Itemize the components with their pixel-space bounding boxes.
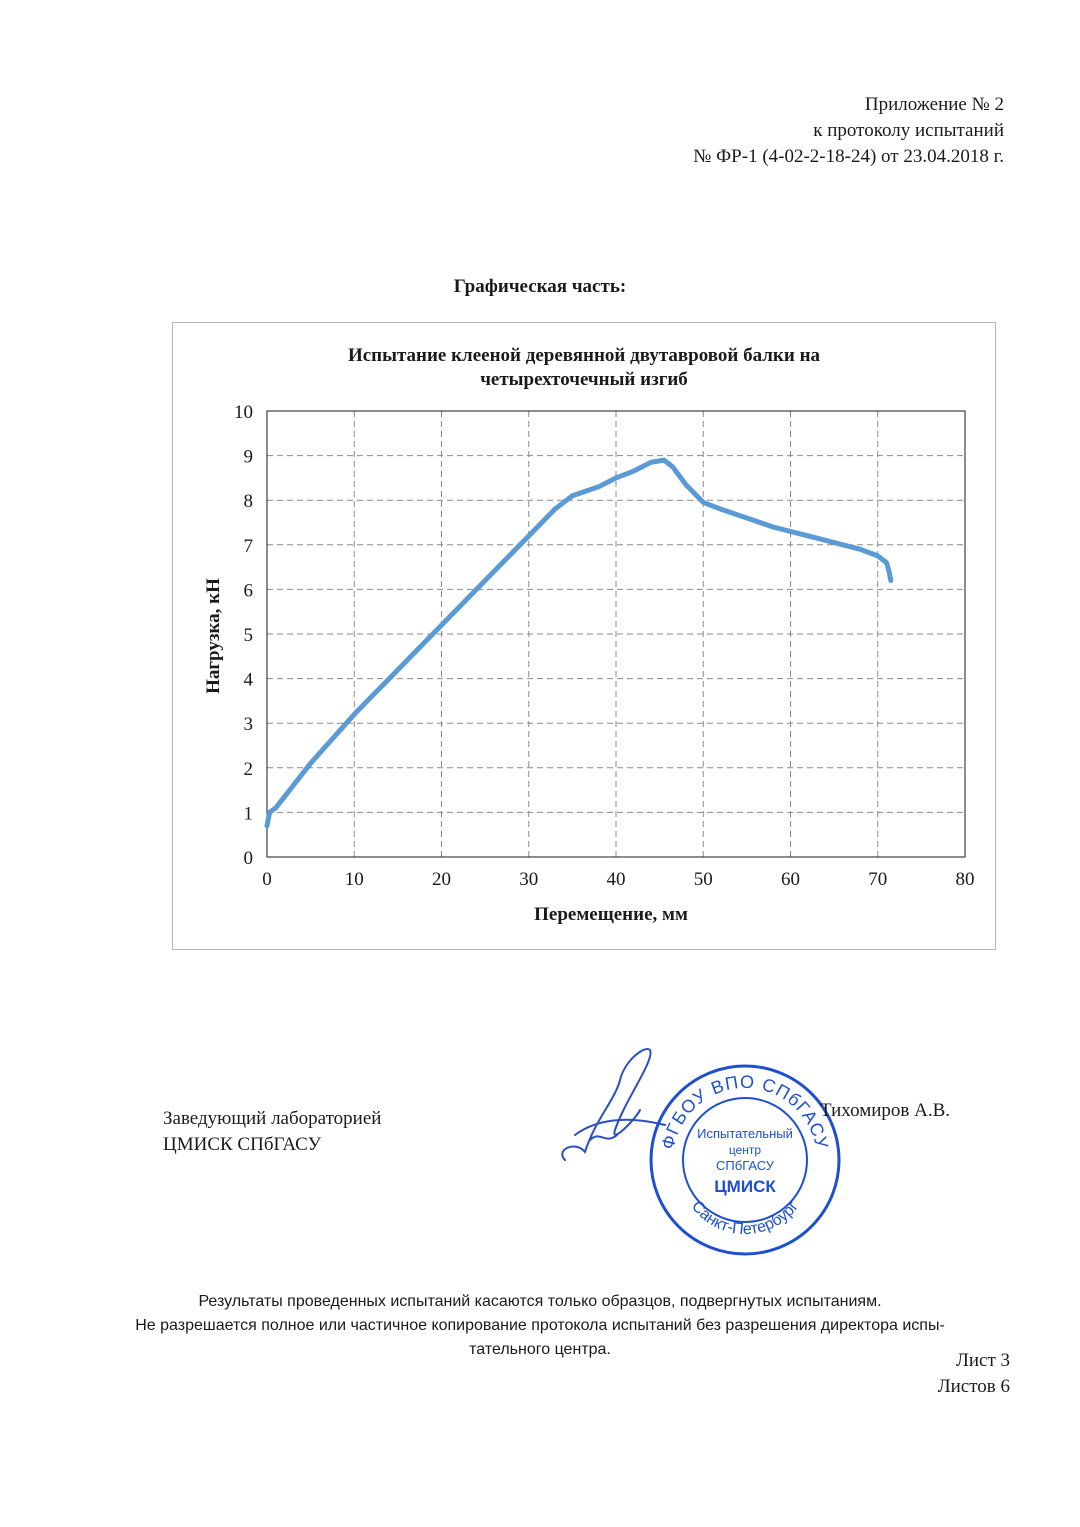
y-tick-label: 3 [243,714,253,736]
x-tick-label: 70 [868,869,888,890]
y-axis-label: Нагрузка, кН [203,578,224,694]
x-tick-label: 10 [344,869,364,890]
y-tick-label: 2 [243,758,253,780]
x-tick-label: 30 [519,869,539,890]
appendix-header [693,92,1004,170]
stamp-inner-4: ЦМИСК [714,1177,776,1196]
disclaimer-line-2: Не разрешается полное или частичное копирование протокола испытаний без разрешения директора испы- [135,1317,945,1334]
organization-name: ЦМИСК СПбГАСУ [163,1134,322,1155]
series-line-load [267,460,891,826]
y-tick-label: 10 [234,402,253,423]
stamp-outer-top: ФГБОУ ВПО СПбГАСУ [657,1071,833,1152]
x-axis-label: Перемещение, мм [534,904,688,925]
signer-name: Тихомиров А.В. [820,1100,951,1121]
stamp-inner-1: Испытательный [697,1126,793,1141]
protocol-number-date: № ФР-1 (4-02-2-18-24) от 23.04.2018 г. [693,146,1004,167]
y-tick-label: 6 [243,580,253,602]
disclaimer-line-3: тательного центра. [469,1341,611,1358]
chart-frame [172,322,996,950]
x-tick-label: 60 [781,869,800,890]
stamp-inner-3: СПбГАСУ [716,1158,774,1173]
appendix-number: Приложение № 2 [864,94,1004,115]
disclaimer [0,1290,1080,1362]
y-tick-label: 1 [243,803,253,825]
x-tick-label: 0 [262,869,272,890]
protocol-reference: к протоколу испытаний [813,120,1004,141]
graphic-section-heading: Графическая часть: [453,276,627,297]
y-tick-label: 8 [243,491,253,513]
chart-title-line-2: четырехточечный изгиб [480,369,688,390]
disclaimer-line-1: Результаты проведенных испытаний касаются только образцов, подвергнутых испытаниям. [198,1293,882,1310]
x-tick-label: 20 [432,869,451,890]
stamp-outer-bottom: Санкт-Петербург [687,1197,803,1239]
x-axis-ticks [262,869,974,890]
y-axis-ticks [234,402,254,869]
chart-title-line-1: Испытание клееной деревянной двутавровой балки на [347,345,821,366]
svg-text:Санкт-Петербург [688,1198,802,1238]
x-tick-label: 50 [693,869,713,890]
y-tick-label: 7 [243,535,253,557]
y-tick-label: 5 [243,625,253,646]
sheet-number: Лист 3 [955,1350,1010,1371]
y-tick-label: 0 [243,848,253,869]
x-tick-label: 80 [955,869,975,890]
y-tick-label: 4 [243,669,253,691]
signatory-position [163,1106,381,1158]
sheet-info [938,1348,1010,1400]
x-tick-label: 40 [606,869,626,890]
load-displacement-chart [173,323,995,949]
stamp-inner-2: центр [728,1143,762,1157]
y-tick-label: 9 [243,446,253,468]
sheet-total: Листов 6 [937,1376,1010,1397]
position-title: Заведующий лабораторией [163,1108,382,1129]
official-stamp [645,1060,845,1260]
